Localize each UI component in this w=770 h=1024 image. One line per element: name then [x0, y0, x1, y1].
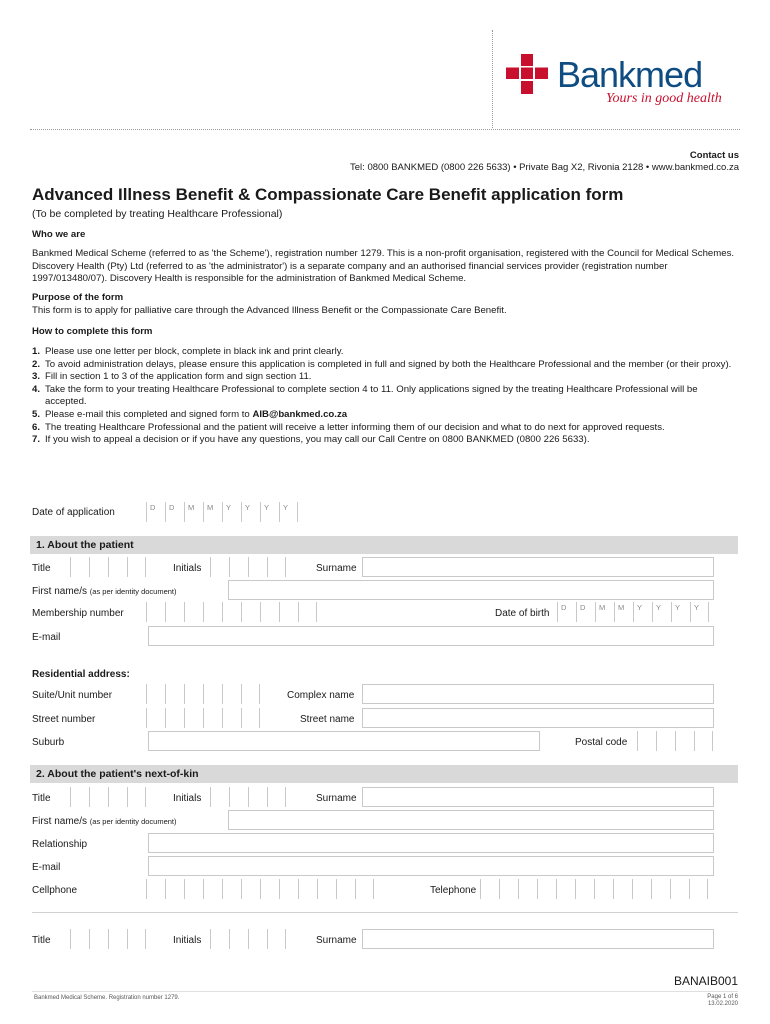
street-number-field[interactable]: [146, 708, 260, 728]
who-text: Bankmed Medical Scheme (referred to as 'the Scheme'), registration number 1279. This is a non-profit organisation, registered with the Council for Medical Schemes. Discovery Health (Pty) Ltd (referred to as 'the administrator') is a separate company and an authorised financial services provider (registration number 1997/013480/07). Discovery Health is responsible for the administration of Bankmed Medical Scheme.: [32, 248, 735, 285]
suburb-field[interactable]: [148, 731, 540, 751]
header-divider-vertical: [492, 30, 493, 128]
postal-code-field[interactable]: [637, 731, 713, 751]
cellphone-label: Cellphone: [32, 885, 78, 896]
complex-label: Complex name: [287, 690, 355, 701]
footer-registration: Bankmed Medical Scheme. Registration number 1279.: [34, 995, 180, 1001]
nok2-surname-label: Surname: [316, 935, 357, 946]
nok-title-label: Title: [32, 793, 51, 804]
nok-surname-field[interactable]: [362, 787, 714, 807]
instruction-step: 2. To avoid administration delays, please ensure this application is completed in full and signed by both the Healthcare Professional and the member (or their proxy).: [32, 358, 732, 370]
nok2-title-label: Title: [32, 935, 51, 946]
footer-date: 13.02.2020: [707, 1001, 738, 1007]
initials-label: Initials: [173, 563, 202, 574]
contact-title: Contact us: [689, 150, 739, 161]
email-link[interactable]: AIB@bankmed.co.za: [252, 408, 348, 420]
footer-page: Page 1 of 6: [707, 994, 738, 1000]
form-code: BANAIB001: [673, 974, 738, 988]
suburb-label: Suburb: [32, 737, 65, 748]
brand-tagline: Yours in good health: [606, 91, 722, 106]
nok-surname-label: Surname: [316, 793, 357, 804]
nok-first-names-field[interactable]: [228, 810, 714, 830]
bankmed-logo: [506, 54, 548, 101]
form-title: Advanced Illness Benefit & Compassionate Care Benefit application form: [32, 185, 624, 204]
nok-email-label: E-mail: [32, 862, 61, 873]
street-name-label: Street name: [300, 714, 355, 725]
dob-label: Date of birth: [495, 608, 550, 619]
instruction-step: 1. Please use one letter per block, complete in black ink and print clearly.: [32, 346, 344, 357]
header-divider-horizontal: [30, 129, 740, 130]
membership-label: Membership number: [32, 608, 124, 619]
dob-field[interactable]: D D M M Y Y Y Y: [557, 602, 709, 622]
section-1-header: 1. About the patient: [30, 536, 738, 554]
relationship-label: Relationship: [32, 839, 88, 850]
cellphone-field[interactable]: [146, 879, 374, 899]
nok-initials-field[interactable]: [210, 787, 286, 807]
first-names-field[interactable]: [228, 580, 714, 600]
email-label: E-mail: [32, 632, 61, 643]
nok-email-field[interactable]: [148, 856, 714, 876]
suite-label: Suite/Unit number: [32, 690, 113, 701]
nok2-initials-field[interactable]: [210, 929, 286, 949]
street-number-label: Street number: [32, 714, 96, 725]
date-of-application-label: Date of application: [32, 507, 115, 518]
instruction-step: 5. Please e-mail this completed and signed form to AIB@bankmed.co.za: [32, 408, 348, 420]
who-heading: Who we are: [32, 229, 86, 240]
relationship-field[interactable]: [148, 833, 714, 853]
nok2-title-field[interactable]: [70, 929, 146, 949]
footer-divider: [32, 991, 738, 992]
telephone-field[interactable]: [480, 879, 708, 899]
email-field[interactable]: [148, 626, 714, 646]
street-name-field[interactable]: [362, 708, 714, 728]
surname-field[interactable]: [362, 557, 714, 577]
title-field[interactable]: [70, 557, 146, 577]
surname-label: Surname: [316, 563, 357, 574]
form-subtitle: (To be completed by treating Healthcare Professional): [32, 208, 283, 220]
membership-field[interactable]: [146, 602, 317, 622]
instruction-step: 6. The treating Healthcare Professional and the patient will receive a letter informing them of our decision and what to do next for approved requests.: [32, 421, 665, 433]
nok-initials-label: Initials: [173, 793, 202, 804]
initials-field[interactable]: [210, 557, 286, 577]
nok2-initials-label: Initials: [173, 935, 202, 946]
telephone-label: Telephone: [430, 885, 477, 896]
suite-field[interactable]: [146, 684, 260, 704]
first-names-label: First name/s (as per identity document): [32, 586, 177, 597]
divider: [32, 912, 738, 913]
nok-title-field[interactable]: [70, 787, 146, 807]
section-2-header: 2. About the patient's next-of-kin: [30, 765, 738, 783]
complex-field[interactable]: [362, 684, 714, 704]
purpose-text: This form is to apply for palliative care through the Advanced Illness Benefit or the Compassionate Care Benefit.: [32, 305, 507, 316]
instruction-step: 3. Fill in section 1 to 3 of the application form and sign section 11.: [32, 371, 312, 383]
nok2-surname-field[interactable]: [362, 929, 714, 949]
bankmed-cross-icon: [506, 54, 548, 96]
contact-line: Tel: 0800 BANKMED (0800 226 5633) • Private Bag X2, Rivonia 2128 • www.bankmed.co.za: [350, 162, 739, 173]
instructions-list: [32, 346, 732, 447]
postal-code-label: Postal code: [575, 737, 628, 748]
title-label: Title: [32, 563, 51, 574]
brand-name: Bankmed: [557, 54, 703, 95]
purpose-heading: Purpose of the form: [32, 292, 124, 303]
instruction-step: 4. Take the form to your treating Healthcare Professional to complete section 4 to 11. Only applications signed by the treating Healthcare Professional will be accepted.: [32, 383, 698, 408]
residential-address-heading: Residential address:: [32, 669, 130, 680]
instruction-step: 7. If you wish to appeal a decision or if you have any questions, you may call our Call Centre on 0800 BANKMED (0800 226 5633).: [32, 434, 590, 446]
nok-first-names-label: First name/s (as per identity document): [32, 816, 177, 827]
date-of-application-field[interactable]: D D M M Y Y Y Y: [146, 502, 298, 522]
how-heading: How to complete this form: [32, 326, 153, 337]
